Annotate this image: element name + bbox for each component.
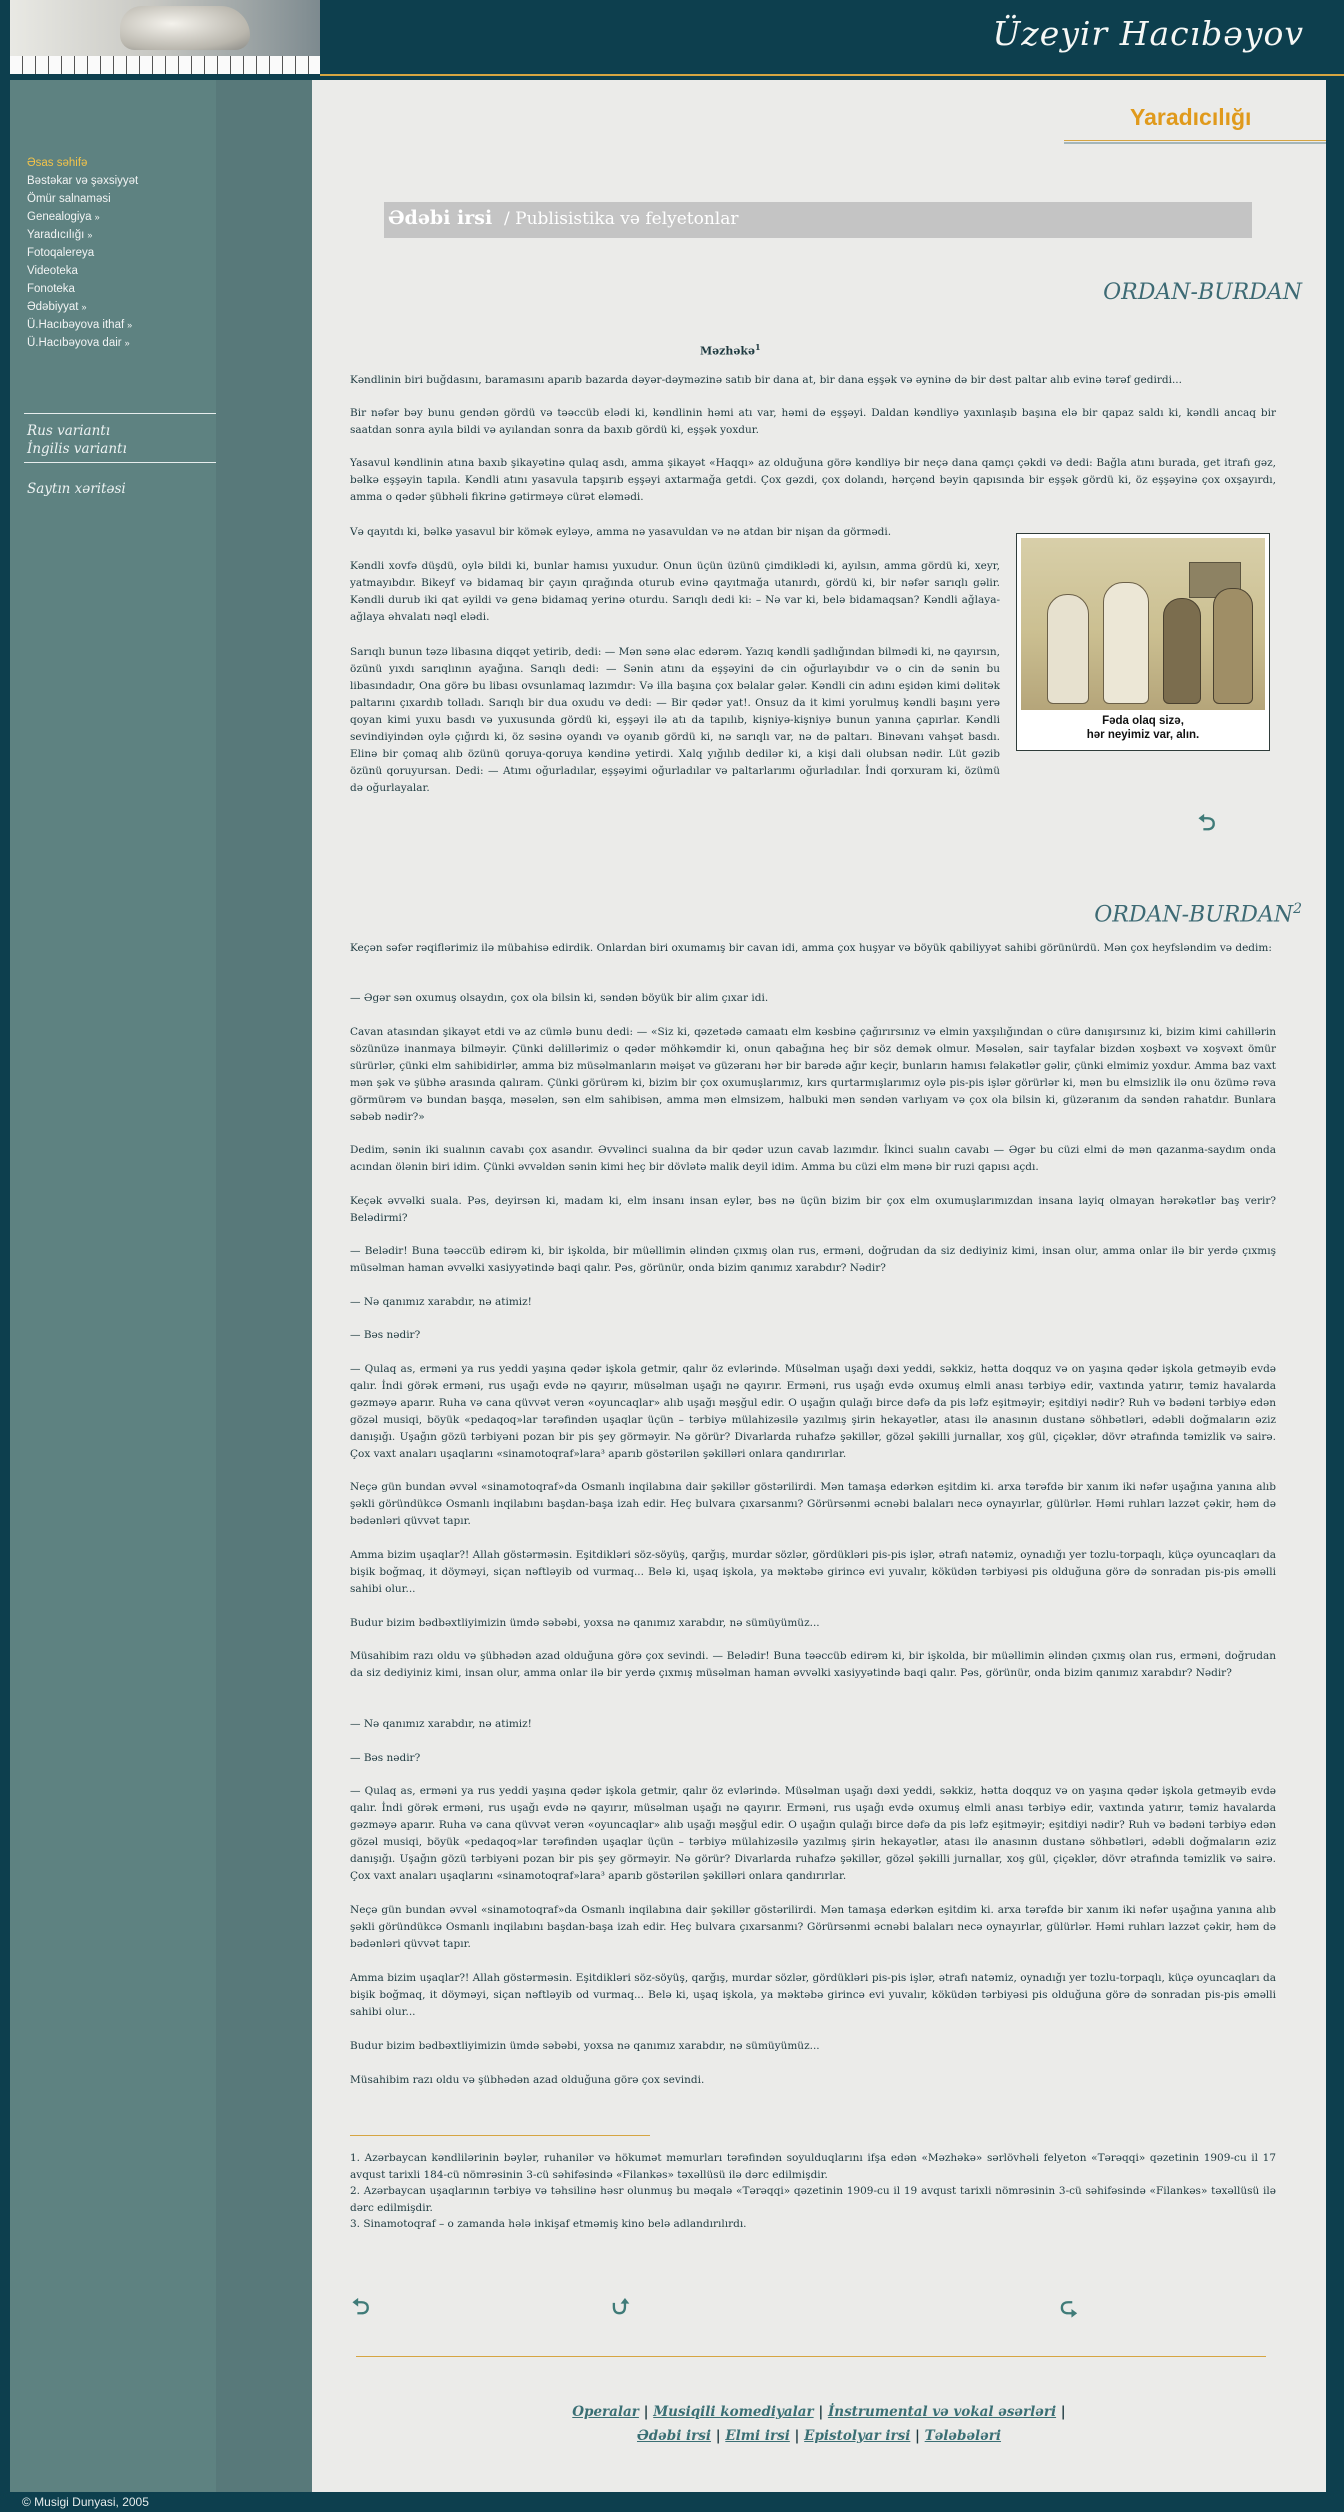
paragraph: Kəndli xovfə düşdü, oylə bildi ki, bunlar hamısı yuxudur. Onun üçün üzünü çimdiklədi ki, ayılsın, amma gördü ki, xeyr, yatmayıbdır. Bikeyf və bidamaq bir çayın qırağında oturub evinə qayıtmağa utanırdı, gördü ki, bir nəfər sarıqlı gəlir. Kəndli durub iki qat əyildi və genə bidamaq yerinə oturdu. Sarıqlı dedi ki: – Nə var ki, belə bidamaqsan? Kəndli ağlaya-ağlaya əhvalatı nəql elədi. xyxy=(350,560,1000,623)
sidebar-item-literature[interactable]: Ədəbiyyat » xyxy=(27,301,87,313)
paragraph: Sarıqlı bunun təzə libasına diqqət yetirib, dedi: — Mən sənə əlac edərəm. Yazıq kəndli şadlığından bilmədi ki, nə qayırsın, özünü yıxdı sarıqlının ayağına. Sarıqlı dedi: — Sənin atını da eşşəyini də cin oğurlayıbdır və o cin də sənin bu libasındadır, Ona görə bu libası ovsunlamaq lazımdır: Və illa başına çox bəlalar gələr. Kəndli cin adını eşidən kimi dəlitək paltarını çıxardıb tolladı. Sarıqlı bir dua oxudu və dedi: — Bir qədər yat!. Onsuz da it kimi yorulmuş kəndli başını yerə qoyan kimi yuxu basdı və yuxusunda gördü ki, eşşəyi ilə atı da tapılıb, kişniyə-kişniyə bunun yanına çapırlar. Kəndli sevindiyindən oylə çığırdı ki, öz səsinə oyandı və oyanıb gördü ki, nə sarıqlı var, nə də paltarı. Binəvanı vahşət basdı. Elinə bir çomaq alıb özünü qoruya-qoruya kəndinə yetirdi. Xalq yığılıb dedilər ki, a kişi dali olubsan nədir. Lüt gəzib özünü qoruyursan. Dedi: — Atımı oğurladılar, eşşəyimi oğurladılar və paltarlarımı oğurladılar. İndi qorxuram ki, özümü də oğurlayalar. xyxy=(350,646,1000,794)
sidebar-divider xyxy=(24,413,216,414)
footnote: 3. Sinamotoqraf – o zamanda hələ inkişaf etməmiş kino belə adlandırılırdı. xyxy=(350,2218,747,2230)
chevron-right-icon: » xyxy=(124,338,130,348)
section-title-underline xyxy=(1064,142,1326,144)
arrow-loop-icon[interactable]: ⮌ xyxy=(1198,810,1216,835)
bottom-links-row: Ədəbi irsi | Elmi irsi | Epistolyar irsi | Tələbələri xyxy=(636,2428,1002,2444)
hand-image xyxy=(120,6,250,50)
chevron-right-icon: » xyxy=(127,320,133,330)
article-subheading: Məzhəkə$^1$ xyxy=(700,342,761,358)
paragraph: Kəndlinin biri buğdasını, baramasını aparıb bazarda dəyər-dəyməzinə satıb bir dana at, bir dana eşşək və əyninə də bir dəst paltar alıb evinə tərəf gedirdi... xyxy=(350,374,1182,386)
chevron-right-icon: » xyxy=(87,230,93,240)
chevron-right-icon: » xyxy=(81,302,87,312)
paragraph: Müsahibim razı oldu və şübhədən azad olduğuna görə çox sevindi. — Belədir! Buna təəccüb edirəm ki, bir işkolda, bir müəllimin əlindən çıxmış olan rus, erməni, doğrudan da siz dediyiniz kimi, insan olur, amma onlar ilə bir yerdə çıxmış müsəlman haman əvvəlki xasiyyətində baqi qalır. Pəs, görünür, onda bizim qanımız xarabdır? Nədir? xyxy=(350,1650,1276,1679)
bottom-links-row: Operalar | Musiqili komediyalar | İnstrumental və vokal əsərləri | xyxy=(572,2404,1066,2420)
paragraph: — Nə qanımız xarabdır, nə atimiz! xyxy=(350,1296,532,1308)
breadcrumb-sub: / Publisistika və felyetonlar xyxy=(504,209,739,229)
paragraph: Neçə gün bundan əvvəl «sinamotoqraf»da Osmanlı inqilabına dair şəkillər göstərilirdi. Mən tamaşa edərkən eşitdim ki. arxa tərəfdə bir xanım iki nəfər uşağına yanına alıb şəkli göründükcə Osmanlı inqilabını başdan-başa izah edir. Heç bulvara çıxarsanmı? Görürsənmi əcnəbi balaları necə oynayırlar, gülürlər. Həmi ruhları lazzət çəkir, həm də bədənləri qüvvət tapır. xyxy=(350,1904,1276,1950)
paragraph: Dedim, sənin iki sualının cavabı çox asandır. Əvvəlinci sualına da bir qədər uzun cavab lazımdır. İkinci sualın cavabı — Əgər bu cüzi elmi də mən qazanma-saydım onda acından ölənin biri idim. Çünki əvvəldən sənin kimi heç bir dövlətə malik deyil idim. Amma bu cüzi elm mənə bir ruzi qapısı açdı. xyxy=(350,1144,1276,1173)
paragraph: Bir nəfər bəy bunu gendən gördü və təəccüb elədi ki, kəndlinin həmi atı var, həmi də eşşəyi. Daldan kəndliyə yaxınlaşıb başına elə bir qapaz saldı ki, kəndli ancaq bir saatdan sonra ayıla bildi və ayılandan sonra da baxıb gördü ki, eşşək yoxdur. xyxy=(350,407,1276,436)
link-epistolary-heritage[interactable]: Epistolyar irsi xyxy=(804,2428,911,2444)
paragraph: Neçə gün bundan əvvəl «sinamotoqraf»da Osmanlı inqilabına dair şəkillər göstərilirdi. Mən tamaşa edərkən eşitdim ki. arxa tərəfdə bir xanım iki nəfər uşağına yanına alıb şəkli göründükcə Osmanlı inqilabını başdan-başa izah edir. Heç bulvara çıxarsanmı? Görürsənmi əcnəbi balaları necə oynayırlar, gülürlər. Həmi ruhları lazzət çəkir, həm də bədənləri qüvvət tapır. xyxy=(350,1481,1276,1527)
paragraph: Budur bizim bədbəxtliyimizin ümdə səbəbi, yoxsa nə qanımız xarabdır, nə sümüyümüz... xyxy=(350,2040,820,2052)
site-header xyxy=(0,0,1344,80)
paragraph: — Nə qanımız xarabdır, nə atimiz! xyxy=(350,1718,532,1730)
russian-version-link[interactable]: Rus variantı xyxy=(27,423,111,439)
sidebar-item-dedication[interactable]: Ü.Hacıbəyova ithaf » xyxy=(27,319,133,331)
link-students[interactable]: Tələbələri xyxy=(924,2428,1002,2444)
footnote: 2. Azərbaycan uşaqlarının tərbiyə və təhsilinə həsr olunmuş bu məqalə «Tərəqqi» qəzetinin 1909-cu il 19 avqust tarixli nömrəsinin 3-cü səhifəsində «Filankəs» təxəllüsü ilə dərc edilmişdir. xyxy=(350,2185,1276,2214)
paragraph: Müsahibim razı oldu və şübhədən azad olduğuna görə çox sevindi. xyxy=(350,2074,705,2086)
paragraph: Yasavul kəndlinin atına baxıb şikayətinə qulaq asdı, amma şikayət «Haqqı» az olduğuna görə kəndliyə bir neçə dana qamçı çəkdi və dedi: Bağla atını burada, get itrafı gəz, bəlkə eşşəyin tapıla. Kəndli atını yasavula tapşırıb eşşəyi axtarmağa getdi. Çox gəzdi, çox dolandı, hərçənd bəyin qapısında bir eşşək gördü ki, öz eşşəyinə çox oxşayırdı, amma o qədər şübhəli fikrinə gətirməyə cürət eləmədi. xyxy=(350,457,1276,503)
paragraph: Budur bizim bədbəxtliyimizin ümdə səbəbi, yoxsa nə qanımız xarabdır, nə sümüyümüz... xyxy=(350,1617,820,1629)
footnote-divider xyxy=(350,2135,650,2136)
site-title: Üzeyir Hacıbəyov xyxy=(992,14,1304,53)
sidebar-nav xyxy=(27,154,227,352)
paragraph: — Əgər sən oxumuş olsaydın, çox ola bilsin ki, səndən böyük bir alim çıxar idi. xyxy=(350,992,769,1004)
sidebar-item-chronicle[interactable]: Ömür salnaməsi xyxy=(27,193,111,205)
article-title: ORDAN-BURDAN xyxy=(1103,280,1302,305)
sidebar-item-about[interactable]: Ü.Hacıbəyova dair » xyxy=(27,337,130,349)
sidebar-item-composer[interactable]: Bəstəkar və şəxsiyyət xyxy=(27,175,139,187)
sidebar-item-photo-gallery[interactable]: Fotoqalereya xyxy=(27,247,95,259)
paragraph: — Qulaq as, erməni ya rus yeddi yaşına qədər işkola getmir, qalır öz evlərində. Müsəlman uşağı dəxi yeddi, səkkiz, hətta doqquz və on yaşına qədər işkola getməyib evdə qalır. İndi görək erməni, rus uşağı evdə nə qayırır, müsəlman uşağı nə qayırır. Erməni, rus uşağı evdə oxumuş elmli anası tərbiyə edir, vaxtında yatırır, təmiz havalarda gəzməyə aparır. Ruha və cana qüvvət verən «oyuncaqlar» alıb uşağı məşğul edir. O uşağın qulağı birce dəfə da pis ləfz eşitməyir; eşitdiyi nədir? Ruh və bədəni tərbiyə edən gözəl musiqi, böyük «pedaqoq»lar tərəfindən uşaqlar üçün – tərbiyə mülahizəsilə yazılmış şirin hekayətlər, atası ilə anasının dustanə söhbətləri, ədəbli doğmaların əziz danışığı. Uşağın gözü tərbiyəni pozan bir pis şey görməyir. Nə görür? Divarlarda ruhafzə şəkillər, gözəl şəkilli jurnallar, xoş gül, çiçəklər, dövr ətrafında təmizlik və sairə. Çox vaxt anaları uşaqlarını «sinamotoqraf»lara³ aparıb göstərilən şəkilləri onlara qandırırlar. xyxy=(350,1785,1276,1882)
piano-keys-image xyxy=(10,56,320,74)
bottom-divider xyxy=(356,2356,1266,2357)
sidebar-item-genealogy[interactable]: Genealogiya » xyxy=(27,211,100,223)
paragraph: — Bəs nədir? xyxy=(350,1752,421,1764)
link-instrumental-vocal[interactable]: İnstrumental və vokal əsərləri xyxy=(827,2404,1057,2420)
paragraph: Keçən səfər rəqiflərimiz ilə mübahisə edirdik. Onlardan biri oxumamış bir cavan idi, amma çox huşyar və böyük qabiliyyət sahibi görünürdü. Mən çox heyfsləndim və dedim: xyxy=(350,942,1272,954)
breadcrumb xyxy=(384,202,1252,238)
article-title: ORDAN-BURDAN$^2$ xyxy=(1094,901,1302,928)
paragraph: Amma bizim uşaqlar?! Allah göstərməsin. Eşitdikləri söz-söyüş, qarğış, murdar sözlər, gördükləri pis-pis işlər, ətrafı natəmiz, oynadığı yer tozlu-torpaqlı, küçə oyuncaqları da bişik boğmaq, it döyməyi, siçan nəftləyib od vurmaq... Belə ki, uşaq işkola, ya məktəbə girincə evi yuvalır, köküdən tərbiyəsi pis olduğuna görə də sonradan pis-pis əməlli sahibi olur... xyxy=(350,1549,1276,1595)
paragraph: Və qayıtdı ki, bəlkə yasavul bir kömək eyləyə, amma nə yasavuldan və nə atdan bir nişan da görmədi. xyxy=(350,526,892,538)
paragraph: Amma bizim uşaqlar?! Allah göstərməsin. Eşitdikləri söz-söyüş, qarğış, murdar sözlər, gördükləri pis-pis işlər, ətrafı natəmiz, oynadığı yer tozlu-torpaqlı, küçə oyuncaqları da bişik boğmaq, it döyməyi, siçan nəftləyib od vurmaq... Belə ki, uşaq işkola, ya məktəbə girincə evi yuvalır, köküdən tərbiyəsi pis olduğuna görə də sonradan pis-pis əməlli sahibi olur... xyxy=(350,1972,1276,2018)
paragraph: Cavan atasından şikayət etdi və az cümlə bunu dedi: — «Siz ki, qəzetədə camaatı elm kəsbinə çağırırsınız və elmin yaxşılığından o cürə danışırsınız ki, bizim kimi cahillərin sözünüzə inanmaya bilməyir. Çünki dəlillərimiz o qədər möhkəmdir ki, onun qabağına heç bir söz demək olmur. Məsələn, sair tayfalar bizdən xoşbəxt və xoşvəxt ömür sürürlər, çünki elm sahibidirlər, amma biz müsəlmanların məişət və güzəranı hər bir barədə ağır keçir, bunların hamısı fəlakətlər gəlir, çünki elmimiz yoxdur. Amma baz vaxt mən şək və şübhə arasında qalıram. Çünki görürəm ki, bizim bir çox oxumuşlarımız, kırs qurtarmışlarımız oylə pis-pis işlər görürlər ki, mən bu elmsizlik ilə onu özümə rəva görmürəm və bundan başqa, məsələn, sən elm sahibisən, amma mən elmsizəm, halbuki mən səndən varlıyam və çox ola bilsin ki, güzəranım da səndən rahatdır. Bunlara səbəb nədir?» xyxy=(350,1026,1276,1123)
arrow-forward-icon[interactable]: ⮎ xyxy=(1060,2294,1078,2319)
sitemap-link[interactable]: Saytın xəritəsi xyxy=(27,481,126,497)
sidebar-item-videotheque[interactable]: Videoteka xyxy=(27,265,78,277)
link-musical-comedies[interactable]: Musiqili komediyalar xyxy=(653,2404,814,2420)
piano-hand-photo xyxy=(10,0,320,74)
illustration-caption: Fəda olaq sizə, hər neyimiz var, alın. xyxy=(1086,715,1200,741)
header-divider xyxy=(320,74,1344,76)
english-version-link[interactable]: İngilis variantı xyxy=(27,441,127,457)
main-content xyxy=(312,80,1326,2492)
paragraph: Keçək əvvəlki suala. Pəs, deyirsən ki, madam ki, elm insanı insan eylər, bəs nə üçün bizim bir çox elm oxumuşlarımızdan insana layiq olmayan hərəkətlər baş verir? Belədirmi? xyxy=(350,1195,1276,1224)
section-title-underline xyxy=(1064,140,1326,141)
arrow-up-icon[interactable]: ⮍ xyxy=(612,2294,630,2319)
sidebar-item-phonotheque[interactable]: Fonoteka xyxy=(27,283,75,295)
sidebar-divider xyxy=(24,462,216,463)
paragraph: — Belədir! Buna təəccüb edirəm ki, bir işkolda, bir müəllimin əlindən çıxmış olan rus, erməni, doğrudan da siz dediyiniz kimi, insan olur, amma onlar ilə bir yerdə çıxmış müsəlman haman əvvəlki xasiyyətində baqi qalır. Pəs, görünür, onda bizim qanımız xarabdır? Nədir? xyxy=(350,1245,1276,1274)
arrow-back-icon[interactable]: ⮌ xyxy=(352,2294,370,2319)
right-border xyxy=(1326,80,1344,2492)
link-operas[interactable]: Operalar xyxy=(572,2404,639,2420)
chevron-right-icon: » xyxy=(94,212,100,222)
section-title: Yaradıcılığı xyxy=(1130,104,1252,130)
paragraph: — Bəs nədir? xyxy=(350,1329,421,1341)
copyright: © Musigi Dunyasi, 2005 xyxy=(22,2495,149,2509)
site-footer xyxy=(0,2492,1344,2512)
sidebar-item-home[interactable]: Əsas səhifə xyxy=(27,157,88,169)
breadcrumb-main[interactable]: Ədəbi irsi xyxy=(388,207,493,229)
paragraph: — Qulaq as, erməni ya rus yeddi yaşına qədər işkola getmir, qalır öz evlərində. Müsəlman uşağı dəxi yeddi, səkkiz, hətta doqquz və on yaşına qədər işkola getməyib evdə qalır. İndi görək erməni, rus uşağı evdə nə qayırır, müsəlman uşağı nə qayırır. Erməni, rus uşağı evdə oxumuş elmli anası tərbiyə edir, vaxtında yatırır, təmiz havalarda gəzməyə aparır. Ruha və cana qüvvət verən «oyuncaqlar» alıb uşağı məşğul edir. O uşağın qulağı birce dəfə da pis ləfz eşitməyir; eşitdiyi nədir? Ruh və bədəni tərbiyə edən gözəl musiqi, böyük «pedaqoq»lar tərəfindən uşaqlar üçün – tərbiyə mülahizəsilə yazılmış şirin hekayətlər, atası ilə anasının dustanə söhbətləri, ədəbli doğmaların əziz danışığı. Uşağın gözü tərbiyəni pozan bir pis şey görməyir. Nə görür? Divarlarda ruhafzə şəkillər, gözəl şəkilli jurnallar, xoş gül, çiçəklər, dövr ətrafında təmizlik və sairə. Çox vaxt anaları uşaqlarını «sinamotoqraf»lara³ aparıb göstərilən şəkilləri onlara qandırırlar. xyxy=(350,1363,1276,1460)
illustration-image xyxy=(1021,538,1265,710)
link-literary-heritage[interactable]: Ədəbi irsi xyxy=(636,2428,712,2444)
sidebar-stripe xyxy=(216,80,312,2492)
illustration xyxy=(1016,533,1270,751)
link-scientific-heritage[interactable]: Elmi irsi xyxy=(725,2428,790,2444)
footnote: 1. Azərbaycan kəndlilərinin bəylər, ruhanilər və hökumət məmurları tərəfindən soyulduqlarını ifşa edən «Məzhəkə» sərlövhəli felyeton «Tərəqqi» qəzetinin 1909-cu il 17 avqust tarixli 184-cü nömrəsinin 3-cü səhifəsində «Filankəs» təxəllüsü ilə dərc edilmişdir. xyxy=(350,2152,1276,2181)
sidebar-item-creativity[interactable]: Yaradıcılığı » xyxy=(27,229,93,241)
